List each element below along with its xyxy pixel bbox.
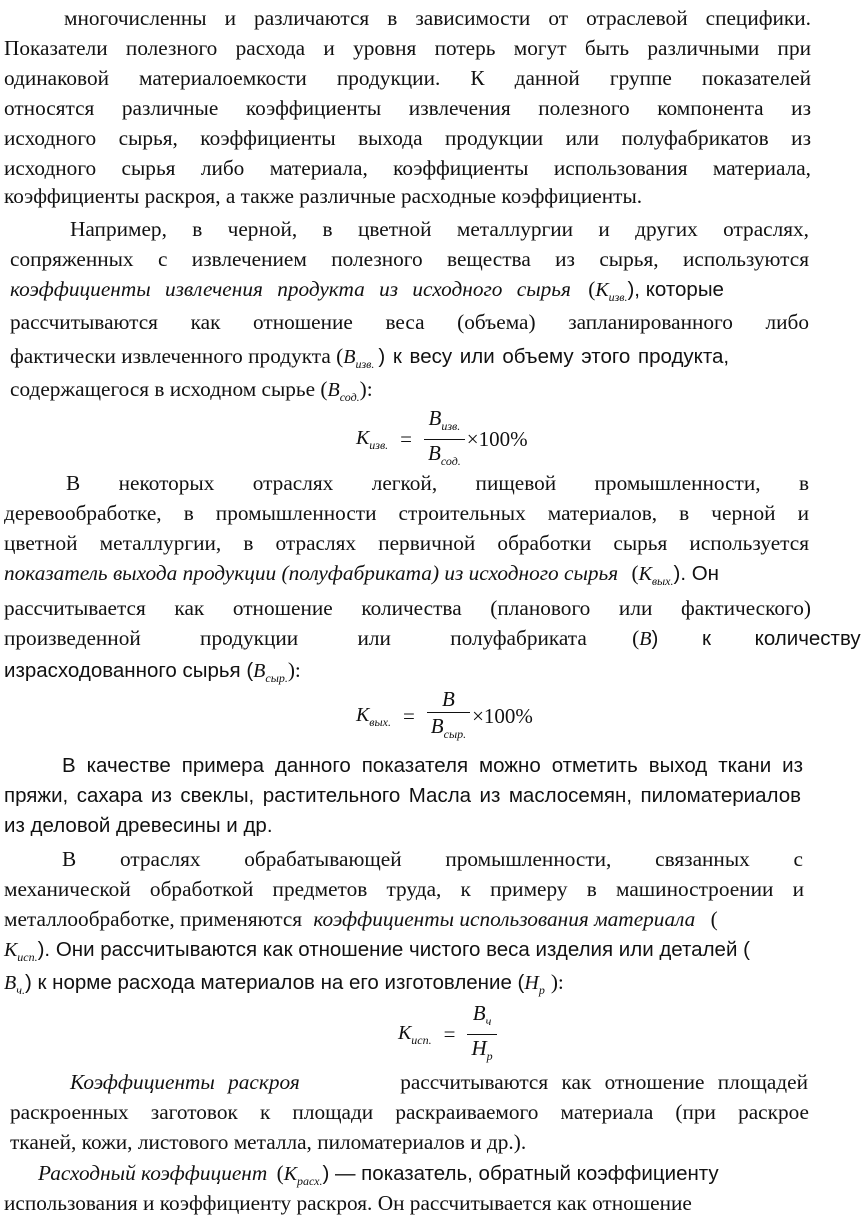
text-line: содержащегося в исходном сырье $(В_{сод.})$: [10, 377, 373, 404]
math-symbol: $В_{сыр.}$ [253, 660, 288, 685]
italic-term: показатель выхода продукции (полуфабриката) из исходного сырья [4, 561, 619, 585]
text-line: произведенной продукции или полуфабриката (В) к количеству [4, 626, 861, 650]
text-line: $К_{исп.}$). Они рассчитываются как отношение чистого веса изделия или деталей ( [4, 938, 750, 964]
italic-term: Расходный коэффициент [38, 1161, 268, 1185]
math-symbol: $К_{вых.}$ [356, 703, 391, 729]
math-symbol: $Н_р$ [524, 972, 545, 997]
formula-usage: $К_{исп.}$ = $\frac{В_ч}{Н_р}$ [398, 1000, 499, 1069]
math-symbol: $К_{изв.}$ [356, 426, 389, 452]
italic-term: коэффициенты извлечения продукта из исходного сырья [10, 277, 571, 301]
text-line: коэффициенты раскроя, а также различные расходные коэффициенты. [4, 184, 643, 208]
italic-term: коэффициенты использования материала [313, 907, 696, 931]
formula-output: $К_{вых.}$ = $\frac{В}{В_{сыр.}}$ ×100% [356, 686, 533, 747]
text-fragment: ), которые [627, 278, 724, 301]
text-line: В некоторых отраслях легкой, пищевой промышленности, в [66, 471, 809, 495]
text-line: сопряженных с извлечением полезного вещества из сырья, используются [10, 247, 809, 271]
math-symbol: $К_{изв.}$ [595, 279, 628, 304]
text-line: раскроенных заготовок к площади раскраиваемого материала (при раскрое [10, 1100, 809, 1124]
text-line: израсходованного сырья $(В_{сыр.})$: [4, 658, 301, 685]
text-line: одинаковой материалоемкости продукции. К данной группе показателей [4, 66, 811, 90]
text-line: исходного сырья либо материала, коэффициенты использования материала, [4, 156, 811, 180]
text-line: Показатели полезного расхода и уровня потерь могут быть различными при [4, 36, 811, 60]
text-line: тканей, кожи, листового металла, пиломатериалов и др.). [10, 1130, 527, 1154]
math-symbol: $К_{исп.}$ [4, 939, 38, 964]
fraction: $\frac{В_{изв.}}{В_{сод.}}$ [424, 405, 465, 474]
text-line: использования и коэффициенту раскроя. Он рассчитывается как отношение [4, 1191, 692, 1215]
text-line: деревообработке, в промышленности строительных материалов, в черной и [4, 501, 809, 525]
paren: ( [588, 277, 596, 301]
text-line: относятся различные коэффициенты извлечения полезного компонента из [4, 96, 811, 120]
text-line: многочисленны и различаются в зависимости от отраслевой специфики. [64, 6, 811, 30]
math-symbol: $В_{ч.}$ [4, 972, 25, 997]
text-line: показатель выхода продукции (полуфабриката) из исходного сырья $(К_{вых.})$. Он [4, 561, 719, 588]
italic-term: Коэффициенты раскроя [70, 1070, 300, 1094]
text-line: механической обработкой предметов труда, к примеру в машиностроении и [4, 877, 804, 901]
text-line: металлообработке, применяются коэффициенты использования материала ( [4, 907, 718, 931]
fraction: $\frac{В_ч}{Н_р}$ [467, 1000, 496, 1069]
text-line: В качестве примера данного показателя можно отметить выход ткани из [62, 754, 803, 777]
math-symbol: $К_{исп.}$ [398, 1021, 432, 1047]
formula-extraction: $К_{изв.}$ = $\frac{В_{изв.}}{В_{сод.}}$ ×100% [356, 405, 528, 474]
math-symbol: $В_{сод.}$ [327, 379, 360, 404]
math-symbol: $В_{изв.}$ [343, 346, 375, 371]
text-line: исходного сырья, коэффициенты выхода продукции или полуфабрикатов из [4, 126, 811, 150]
text-line: Расходный коэффициент $(К_{расх.})$ — показатель, обратный коэффициенту [38, 1161, 719, 1188]
text-fragment: ). Он [673, 562, 719, 585]
math-symbol: $К_{расх.}$ [283, 1163, 323, 1188]
text-line: фактически извлеченного продукта ($В_{изв.}$ ) к весу или объему этого продукта, [10, 344, 730, 371]
fraction: $\frac{В}{В_{сыр.}}$ [427, 686, 470, 747]
math-symbol: $К_{вых.}$ [638, 563, 674, 588]
text-line: из деловой древесины и др. [4, 814, 273, 837]
text-line [10, 273, 810, 305]
text-line: $В_{ч.}$) к норме расхода материалов на его изготовление ($Н_р$ ): [4, 970, 564, 997]
text-line: Коэффициенты раскроя рассчитываются как отношение площадей [70, 1066, 808, 1098]
text-line: В отраслях обрабатывающей промышленности, связанных с [62, 847, 803, 871]
text-line: Например, в черной, в цветной металлургии и других отраслях, [70, 217, 809, 241]
math-symbol: В [639, 628, 652, 650]
text-line: рассчитываются как отношение веса (объема) запланированного либо [10, 310, 809, 334]
text-line: пряжи, сахара из свеклы, растительного Масла из маслосемян, пиломатериалов [4, 784, 801, 807]
text-line: цветной металлургии, в отраслях первичной обработки сырья используется [4, 531, 809, 555]
text-line: рассчитывается как отношение количества (планового или фактического) [4, 596, 811, 620]
